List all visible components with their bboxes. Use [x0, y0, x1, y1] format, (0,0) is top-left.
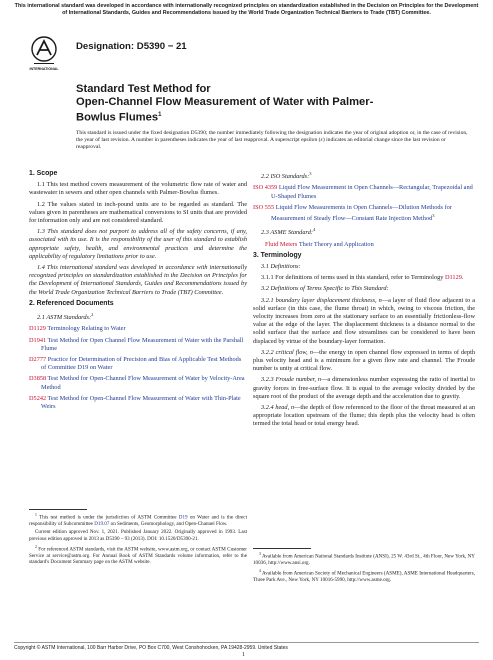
ref-title[interactable]: Terminology Relating to Water	[47, 325, 126, 333]
issued-note: This standard is issued under the fixed designation D5390; the number immediately following the designation indicates the year of original adoption or, in the case of revision, the year of last revision. A number in parentheses indicates the year of last reapproval. A superscript epsilon (ε) indicates an editorial change since the last revision or reapproval.	[76, 130, 468, 150]
asme-ref-item[interactable]	[253, 241, 475, 249]
para-3-2-4	[253, 404, 475, 429]
footnotes-left	[29, 512, 247, 567]
ref-item[interactable]	[29, 356, 247, 372]
header-notice: This international standard was developed in accordance with internationally recognized principles on standardization established in the Decision on Principles for the Development of International Standards, Guides and Recommendations issued by the World Trade Organization Technical Barriers to Trade (TBT) Committee.	[14, 3, 479, 16]
logo-caption: INTERNATIONAL	[29, 67, 59, 71]
para-3-2-2	[253, 349, 475, 374]
footnote-3-text: Available from American National Standards Institute (ANSI), 25 W. 43rd St., 4th Floor, New York, NY 10036, http://www.ansi.org.	[253, 553, 475, 566]
copyright-line: Copyright © ASTM International, 100 Barr Harbor Drive, PO Box C700, West Conshohocken, PA 19428-2959. United States	[14, 645, 288, 651]
def-froude-number: —a dimensionless number expressing the ratio of inertial to gravity forces in free-surface flow. It is equal to the average velocity divided by the square root of the product of the average depth and the acceleration due to gravity.	[253, 376, 475, 400]
committee-link[interactable]: D19	[178, 514, 188, 521]
page-number: 1	[242, 652, 245, 658]
footnote-1-text: This test method is under the jurisdiction of ASTM Committee	[39, 514, 179, 521]
ref-code[interactable]: D1941	[29, 336, 47, 344]
para-1-3: 1.3 This standard does not purport to address all of the safety concerns, if any, associated with its use. It is the responsibility of the user of this standard to establish appropriate safety, health, and environmental practices and determine the applicability of regulatory limitations prior to use.	[29, 228, 247, 260]
footnotes-right	[253, 551, 475, 586]
section-referenced-heading: 2. Referenced Documents	[29, 299, 114, 307]
title-line-2: Open-Channel Flow Measurement of Water with Palmer-	[76, 96, 374, 108]
iso-ref-title[interactable]: Liquid Flow Measurement in Open Channels—Rectangular, Trapezoidal and U-Shaped Flumes	[271, 184, 473, 200]
para-3-2: 3.2 Definitions of Terms Specific to This Standard:	[261, 285, 389, 293]
para-3-1: 3.1 Definitions:	[261, 262, 301, 270]
term-boundary-layer: 3.2.1 boundary layer displacement thickness, n	[261, 296, 382, 304]
footnote-2-text: For referenced ASTM standards, visit the ASTM website, www.astm.org, or contact ASTM Customer Service at service@astm.org. For Annual Book of ASTM Standards volume information, refer to the standard's Document Summary page on the ASTM website.	[29, 546, 247, 566]
def-critical-flow: —the energy in open channel flow expressed in terms of depth plus velocity head and is a minimum for a given flow rate and channel. The Froude number is unity at critical flow.	[253, 348, 475, 373]
subcommittee-link[interactable]: D19.07	[94, 520, 110, 527]
footnote-divider-left	[29, 509, 87, 510]
section-terminology-heading: 3. Terminology	[253, 251, 302, 259]
ref-item[interactable]	[29, 375, 247, 391]
ref-item[interactable]	[29, 337, 247, 353]
footnote-1: $^1$ This test method is under the jurisdiction of ASTM Committee D19 on Water and is the direct responsibility of Subcommittee D19.07 on Sediments, Geomorphology, and Open-Channel Flow.	[29, 513, 247, 527]
left-column	[29, 170, 247, 414]
para-1-2: 1.2 The values stated in inch-pound units are to be regarded as standard. The values given in parentheses are mathematical conversions to SI units that are provided for information only and are not considered standard.	[29, 200, 247, 225]
ref-title[interactable]: Test Method for Open-Channel Flow Measurement of Water with Thin-Plate Weirs	[41, 394, 241, 410]
ref-title[interactable]: Test Method for Open-Channel Flow Measurement of Water by Velocity-Area Method	[41, 375, 245, 391]
ref-title[interactable]: Test Method for Open Channel Flow Measurement of Water with the Parshall Flume	[41, 336, 244, 352]
astm-footnote-ref: 2	[91, 312, 94, 318]
ref-code[interactable]: D5242	[29, 394, 47, 402]
iso-ref-code[interactable]: ISO 555	[253, 203, 275, 211]
para-3-1-1	[253, 274, 475, 282]
ref-item[interactable]	[29, 325, 247, 333]
astm-standards-label	[29, 311, 247, 322]
para-1-4: 1.4 This international standard was developed in accordance with internationally recognized principles on standardization established in the Decision on Principles for the Development of International Standards, Guides and Recommendations issued by the World Trade Organization Technical Barriers to Trade (TBT) Committee.	[29, 264, 247, 296]
para-3-2-3	[253, 376, 475, 401]
bottom-divider	[14, 642, 479, 643]
footnote-1-text-b: on Water and is the direct responsibility of Subcommittee	[29, 514, 247, 527]
iso-ref-title[interactable]: Liquid Flow Measurements in Open Channels—Dilution Methods for Measurement of Steady Flow—Constant Rate Injection Method	[271, 203, 452, 222]
para-1-1: 1.1 This test method covers measurement of the volumetric flow rate of water and wastewater in sewers and other open channels with Palmer-Bowlus flumes.	[29, 181, 247, 197]
term-critical-flow: 3.2.2 critical flow, n	[261, 348, 313, 356]
ref-item[interactable]	[29, 395, 247, 411]
astm-label-text: 2.1 ASTM Standards:	[37, 314, 92, 322]
term-head: 3.2.4 head, n	[261, 403, 295, 411]
para-3-2-1	[253, 297, 475, 346]
term-froude-number: 3.2.3 Froude number, n	[261, 376, 322, 384]
title-line-3: Bowlus Flumes	[76, 111, 159, 124]
def-head: —the depth of flow referenced to the floor of the throat measured at an appropriate location upstream of the flume; this depth plus the velocity head is often termed the total head or total energy head.	[253, 403, 475, 428]
iso-ref-footnote: 3	[432, 212, 435, 218]
asme-standard-label	[253, 226, 475, 237]
asme-label-text: 2.3 ASME Standard:	[261, 229, 313, 237]
footnote-divider-right	[253, 548, 311, 549]
asme-footnote-ref: 4	[312, 227, 316, 233]
title-line-1: Standard Test Method for	[76, 83, 211, 95]
para-3-1-1-end: .	[461, 274, 464, 282]
right-column	[253, 170, 475, 432]
ref-title[interactable]: Practice for Determination of Precision and Bias of Applicable Test Methods of Committee D19 on Water	[41, 355, 242, 372]
asme-ref-title[interactable]: Their Theory and Application	[298, 240, 374, 248]
ref-code[interactable]: D2777	[29, 355, 47, 363]
footnote-2: $^2$ For referenced ASTM standards, visit the ASTM website, www.astm.org, or contact ASTM Customer Service at service@astm.org. For Annual Book of ASTM Standards volume information, refer to the standard's Document Summary page on the ASTM website.	[29, 544, 247, 566]
iso-standards-label	[253, 170, 475, 181]
footnote-3: $^3$ Available from American National Standards Institute (ANSI), 25 W. 43rd St., 4th Floor, New York, NY 10036, http://www.ansi.org.	[253, 552, 475, 566]
ref-code[interactable]: D1129	[29, 325, 46, 333]
footnote-1-edition: Current edition approved Nov. 1, 2021. Published January 2022. Originally approved in 1993. Last previous edition approved in 2013 as D5390 – 93 (2013). DOI: 10.1520/D5390-21.	[29, 529, 247, 542]
terminology-link[interactable]: D1129	[444, 274, 462, 282]
iso-footnote-ref: 3	[309, 171, 312, 176]
footnote-4: $^4$ Available from American Society of Mechanical Engineers (ASME), ASME International Headquarters, Three Park Ave., New York, NY 10016-5990, http://www.asme.org.	[253, 569, 475, 584]
iso-ref-item[interactable]	[253, 184, 475, 200]
title-footnote-ref: 1	[158, 112, 162, 118]
asme-ref-code[interactable]: Fluid Meters	[265, 240, 298, 248]
designation: Designation: D5390 − 21	[76, 41, 187, 52]
astm-logo	[30, 36, 58, 76]
para-3-1-1-text: 3.1.1 For definitions of terms used in this standard, refer to Terminology	[261, 274, 445, 282]
ref-code[interactable]: D3858	[29, 375, 47, 383]
document-title	[76, 83, 476, 125]
section-scope-heading: 1. Scope	[29, 170, 58, 177]
footnote-1-text-c: on Sediments, Geomorphology, and Open-Channel Flow.	[109, 520, 228, 527]
def-boundary-layer: —a layer of fluid flow adjacent to a solid surface (in this case, the flume throat) in which, owing to viscous friction, the velocity increases from zero at the stationary surface to an essentially frictionless-flow value at the edge of the layer. The displacement thickness is a distance normal to the solid surface that the surface and flow streamlines can be considered to have been displaced by virtue of the boundary-layer formation.	[253, 296, 475, 345]
footnote-4-text: Available from American Society of Mechanical Engineers (ASME), ASME International Headquarters, Three Park Ave., New York, NY 10016-5990, http://www.asme.org.	[253, 570, 475, 584]
iso-ref-item[interactable]	[253, 204, 475, 224]
iso-ref-code[interactable]: ISO 4359	[253, 184, 278, 192]
iso-label-text: 2.2 ISO Standards:	[261, 173, 310, 181]
